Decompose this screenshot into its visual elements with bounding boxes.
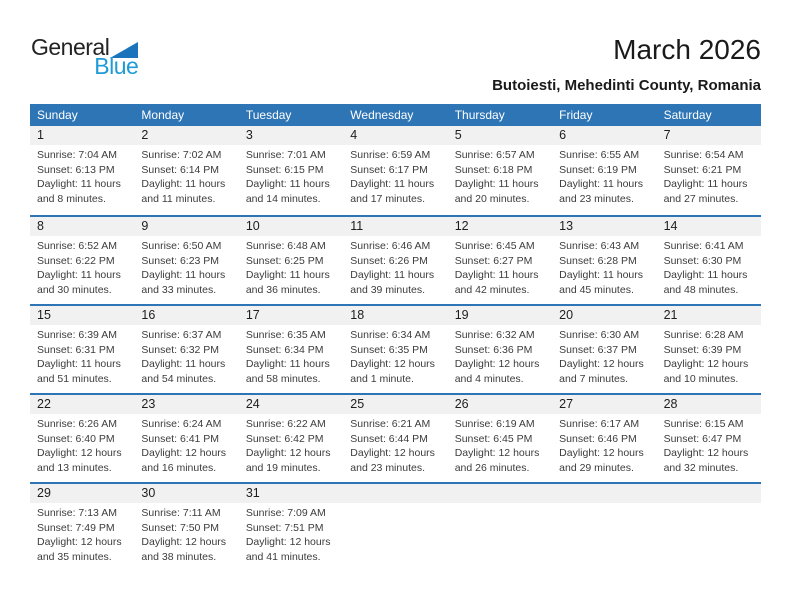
day-number: 6: [559, 128, 567, 142]
day-cell: [134, 414, 238, 475]
daylight-text-line1: Daylight: 11 hours: [559, 269, 643, 281]
sunset-text: Sunset: 6:25 PM: [245, 254, 324, 267]
logo-text-general: General: [31, 34, 110, 60]
sunset-text: Sunset: 6:17 PM: [350, 163, 428, 176]
day-cell: [448, 145, 552, 206]
day-cell: [30, 145, 134, 206]
daylight-text-line1: Daylight: 12 hours: [245, 447, 331, 459]
sunset-text: Sunset: 6:37 PM: [559, 343, 637, 356]
daylight-text-line1: Daylight: 11 hours: [37, 178, 121, 190]
day-cell: [343, 414, 447, 475]
sunrise-text: Sunrise: 7:09 AM: [245, 507, 326, 519]
day-cell: [552, 414, 656, 475]
daylight-text-line2: and 7 minutes.: [559, 372, 629, 385]
day-cell: [239, 325, 343, 386]
daylight-text-line2: and 23 minutes.: [559, 192, 634, 205]
day-cell: [30, 236, 134, 297]
sunrise-text: Sunrise: 6:54 AM: [663, 149, 744, 161]
day-number: 17: [245, 308, 260, 322]
sunrise-text: Sunrise: 7:11 AM: [141, 507, 221, 519]
sunrise-text: Sunrise: 6:37 AM: [141, 329, 222, 341]
week-row-5: [30, 482, 761, 571]
daylight-text-line2: and 17 minutes.: [350, 192, 425, 205]
day-number: 27: [559, 397, 574, 411]
sunrise-text: Sunrise: 6:55 AM: [559, 149, 640, 161]
daylight-text-line1: Daylight: 11 hours: [350, 178, 435, 190]
sunrise-text: Sunrise: 6:43 AM: [559, 240, 640, 252]
sunrise-text: Sunrise: 7:13 AM: [37, 507, 117, 519]
day-cell: [657, 236, 761, 297]
daylight-text-line2: and 26 minutes.: [454, 461, 530, 474]
sunset-text: Sunset: 6:35 PM: [350, 343, 428, 356]
sunset-text: Sunset: 6:40 PM: [37, 432, 115, 445]
sunset-text: Sunset: 6:47 PM: [663, 432, 742, 445]
sunset-text: Sunset: 6:14 PM: [141, 163, 220, 176]
weekday-header-tuesday: Tuesday: [245, 108, 292, 122]
daylight-text-line2: and 51 minutes.: [37, 372, 112, 385]
day-number: 11: [350, 219, 364, 233]
sunset-text: Sunset: 6:32 PM: [141, 343, 220, 356]
week-row-2: [30, 215, 761, 304]
day-number-band: [30, 306, 761, 325]
weekday-header-friday: Friday: [559, 108, 593, 122]
sunrise-text: Sunrise: 7:02 AM: [141, 149, 222, 161]
daylight-text-line2: and 58 minutes.: [245, 372, 321, 385]
daylight-text-line2: and 4 minutes.: [454, 372, 524, 385]
daylight-text-line1: Daylight: 12 hours: [454, 447, 540, 459]
sunset-text: Sunset: 6:28 PM: [559, 254, 637, 267]
week-row-4: [30, 393, 761, 482]
sunset-text: Sunset: 6:30 PM: [663, 254, 742, 267]
daylight-text-line2: and 23 minutes.: [350, 461, 425, 474]
day-cell: [657, 325, 761, 386]
page-subtitle: Butoiesti, Mehedinti County, Romania: [492, 77, 761, 94]
weekday-header-saturday: Saturday: [663, 108, 712, 122]
daylight-text-line1: Daylight: 11 hours: [663, 178, 748, 190]
empty-day-number: [448, 484, 552, 503]
day-number: 10: [245, 219, 260, 233]
day-number-band: [30, 484, 761, 503]
daylight-text-line1: Daylight: 12 hours: [141, 447, 227, 459]
daylight-text-line1: Daylight: 12 hours: [37, 447, 122, 459]
weekday-header-thursday: Thursday: [454, 108, 505, 122]
week-body: [30, 325, 761, 386]
sunrise-text: Sunrise: 6:21 AM: [350, 418, 431, 430]
daylight-text-line2: and 41 minutes.: [245, 550, 321, 563]
daylight-text-line1: Daylight: 11 hours: [141, 178, 226, 190]
sunrise-text: Sunrise: 6:26 AM: [37, 418, 117, 430]
day-cell: [239, 236, 343, 297]
week-body: [30, 236, 761, 297]
day-cell: [552, 325, 656, 386]
sunset-text: Sunset: 6:21 PM: [663, 163, 742, 176]
sunrise-text: Sunrise: 6:19 AM: [454, 418, 535, 430]
sunset-text: Sunset: 6:39 PM: [663, 343, 742, 356]
sunset-text: Sunset: 6:26 PM: [350, 254, 428, 267]
daylight-text-line1: Daylight: 12 hours: [559, 447, 644, 459]
daylight-text-line2: and 16 minutes.: [141, 461, 217, 474]
daylight-text-line1: Daylight: 11 hours: [37, 358, 121, 370]
daylight-text-line2: and 19 minutes.: [245, 461, 321, 474]
sunrise-text: Sunrise: 6:17 AM: [559, 418, 640, 430]
day-cell: [552, 236, 656, 297]
empty-day-cell: [343, 503, 447, 564]
day-cell: [134, 503, 238, 564]
daylight-text-line1: Daylight: 11 hours: [37, 269, 121, 281]
sunrise-text: Sunrise: 6:15 AM: [663, 418, 744, 430]
daylight-text-line1: Daylight: 11 hours: [559, 178, 643, 190]
day-number: 8: [37, 219, 44, 233]
day-number: 9: [141, 219, 149, 233]
week-body: [30, 145, 761, 206]
day-cell: [30, 414, 134, 475]
daylight-text-line1: Daylight: 12 hours: [663, 447, 749, 459]
day-number-band: [30, 395, 761, 414]
day-cell: [552, 145, 656, 206]
daylight-text-line1: Daylight: 12 hours: [245, 536, 331, 548]
empty-day-cell: [448, 503, 552, 564]
daylight-text-line1: Daylight: 12 hours: [350, 447, 435, 459]
daylight-text-line2: and 36 minutes.: [245, 283, 321, 296]
day-cell: [343, 236, 447, 297]
daylight-text-line1: Daylight: 11 hours: [245, 178, 330, 190]
sunrise-text: Sunrise: 6:50 AM: [141, 240, 222, 252]
day-number: 13: [559, 219, 574, 233]
week-body: [30, 503, 761, 564]
daylight-text-line2: and 39 minutes.: [350, 283, 425, 296]
day-number: 12: [454, 219, 469, 233]
daylight-text-line2: and 27 minutes.: [663, 192, 739, 205]
sunrise-text: Sunrise: 6:22 AM: [245, 418, 326, 430]
weekday-header-row: [30, 104, 761, 126]
daylight-text-line2: and 1 minute.: [350, 372, 414, 385]
day-number: 20: [559, 308, 574, 322]
sunset-text: Sunset: 7:51 PM: [245, 521, 324, 534]
day-cell: [134, 236, 238, 297]
day-number: 25: [350, 397, 365, 411]
sunset-text: Sunset: 6:45 PM: [454, 432, 533, 445]
daylight-text-line2: and 30 minutes.: [37, 283, 112, 296]
day-cell: [448, 414, 552, 475]
sunrise-text: Sunrise: 6:32 AM: [454, 329, 535, 341]
daylight-text-line1: Daylight: 12 hours: [350, 358, 435, 370]
day-number: 21: [663, 308, 678, 322]
sunset-text: Sunset: 6:42 PM: [245, 432, 324, 445]
day-cell: [134, 145, 238, 206]
day-cell: [657, 414, 761, 475]
sunset-text: Sunset: 6:36 PM: [454, 343, 533, 356]
day-cell: [448, 325, 552, 386]
sunrise-text: Sunrise: 6:24 AM: [141, 418, 222, 430]
day-number: 15: [37, 308, 51, 322]
daylight-text-line1: Daylight: 11 hours: [454, 178, 539, 190]
daylight-text-line2: and 10 minutes.: [663, 372, 739, 385]
sunrise-text: Sunrise: 6:28 AM: [663, 329, 744, 341]
daylight-text-line2: and 35 minutes.: [37, 550, 112, 563]
day-cell: [239, 145, 343, 206]
daylight-text-line1: Daylight: 11 hours: [245, 269, 330, 281]
day-number: 29: [37, 486, 51, 500]
day-number: 19: [454, 308, 469, 322]
daylight-text-line1: Daylight: 11 hours: [350, 269, 435, 281]
day-number: 5: [454, 128, 462, 142]
logo-text-blue: Blue: [94, 53, 139, 79]
daylight-text-line1: Daylight: 12 hours: [559, 358, 644, 370]
day-number: 28: [663, 397, 678, 411]
empty-day-cell: [552, 503, 656, 564]
sunset-text: Sunset: 6:27 PM: [454, 254, 533, 267]
daylight-text-line2: and 33 minutes.: [141, 283, 217, 296]
day-cell: [134, 325, 238, 386]
sunrise-text: Sunrise: 6:52 AM: [37, 240, 117, 252]
daylight-text-line2: and 14 minutes.: [245, 192, 321, 205]
day-cell: [343, 325, 447, 386]
day-number: 2: [141, 128, 149, 142]
sunset-text: Sunset: 7:49 PM: [37, 521, 115, 534]
day-cell: [657, 145, 761, 206]
day-cell: [30, 503, 134, 564]
week-body: [30, 414, 761, 475]
daylight-text-line1: Daylight: 12 hours: [141, 536, 227, 548]
daylight-text-line2: and 29 minutes.: [559, 461, 634, 474]
daylight-text-line2: and 48 minutes.: [663, 283, 739, 296]
sunset-text: Sunset: 6:18 PM: [454, 163, 533, 176]
day-number: 26: [454, 397, 469, 411]
sunrise-text: Sunrise: 6:46 AM: [350, 240, 431, 252]
empty-day-number: [657, 484, 761, 503]
sunset-text: Sunset: 6:23 PM: [141, 254, 220, 267]
day-number: 3: [245, 128, 253, 142]
daylight-text-line1: Daylight: 12 hours: [663, 358, 749, 370]
sunset-text: Sunset: 7:50 PM: [141, 521, 220, 534]
empty-day-number: [552, 484, 656, 503]
day-cell: [239, 503, 343, 564]
daylight-text-line2: and 42 minutes.: [454, 283, 530, 296]
sunset-text: Sunset: 6:19 PM: [559, 163, 637, 176]
day-number: 7: [663, 128, 671, 142]
day-number: 1: [37, 128, 44, 142]
daylight-text-line2: and 20 minutes.: [454, 192, 530, 205]
sunset-text: Sunset: 6:31 PM: [37, 343, 115, 356]
daylight-text-line2: and 32 minutes.: [663, 461, 739, 474]
day-cell: [448, 236, 552, 297]
sunset-text: Sunset: 6:13 PM: [37, 163, 115, 176]
weekday-header-sunday: Sunday: [37, 108, 78, 122]
sunset-text: Sunset: 6:22 PM: [37, 254, 115, 267]
day-number: 31: [245, 486, 260, 500]
weekday-header-monday: Monday: [141, 108, 185, 122]
daylight-text-line2: and 8 minutes.: [37, 192, 106, 205]
daylight-text-line1: Daylight: 11 hours: [141, 269, 226, 281]
daylight-text-line1: Daylight: 12 hours: [37, 536, 122, 548]
sunrise-text: Sunrise: 6:39 AM: [37, 329, 117, 341]
sunrise-text: Sunrise: 6:41 AM: [663, 240, 744, 252]
empty-day-number: [343, 484, 447, 503]
week-row-3: [30, 304, 761, 393]
general-blue-logo: [31, 36, 138, 78]
weekday-header-wednesday: Wednesday: [350, 108, 414, 122]
daylight-text-line2: and 11 minutes.: [141, 192, 216, 205]
daylight-text-line1: Daylight: 11 hours: [454, 269, 539, 281]
daylight-text-line2: and 54 minutes.: [141, 372, 217, 385]
sunrise-text: Sunrise: 7:01 AM: [245, 149, 326, 161]
daylight-text-line1: Daylight: 11 hours: [663, 269, 748, 281]
sunset-text: Sunset: 6:15 PM: [245, 163, 324, 176]
calendar-grid: [30, 126, 761, 571]
sunrise-text: Sunrise: 6:30 AM: [559, 329, 640, 341]
day-number: 24: [245, 397, 260, 411]
daylight-text-line1: Daylight: 11 hours: [245, 358, 330, 370]
page-header: [0, 0, 792, 94]
daylight-text-line2: and 38 minutes.: [141, 550, 217, 563]
page-title: March 2026: [613, 34, 761, 65]
sunrise-text: Sunrise: 6:59 AM: [350, 149, 431, 161]
day-cell: [30, 325, 134, 386]
daylight-text-line1: Daylight: 11 hours: [141, 358, 226, 370]
sunset-text: Sunset: 6:44 PM: [350, 432, 428, 445]
daylight-text-line2: and 13 minutes.: [37, 461, 112, 474]
week-row-1: [30, 126, 761, 215]
day-number: 4: [350, 128, 358, 142]
daylight-text-line1: Daylight: 12 hours: [454, 358, 540, 370]
day-number-band: [30, 217, 761, 236]
day-cell: [343, 145, 447, 206]
sunrise-text: Sunrise: 6:35 AM: [245, 329, 326, 341]
day-number: 30: [141, 486, 156, 500]
sunrise-text: Sunrise: 6:45 AM: [454, 240, 535, 252]
day-cell: [239, 414, 343, 475]
day-number: 16: [141, 308, 156, 322]
title-block: [492, 36, 761, 94]
sunset-text: Sunset: 6:34 PM: [245, 343, 324, 356]
day-number: 23: [141, 397, 156, 411]
sunrise-text: Sunrise: 7:04 AM: [37, 149, 117, 161]
day-number: 14: [663, 219, 678, 233]
sunrise-text: Sunrise: 6:48 AM: [245, 240, 326, 252]
sunrise-text: Sunrise: 6:57 AM: [454, 149, 535, 161]
sunset-text: Sunset: 6:46 PM: [559, 432, 637, 445]
sunrise-text: Sunrise: 6:34 AM: [350, 329, 431, 341]
day-number: 22: [37, 397, 51, 411]
sunset-text: Sunset: 6:41 PM: [141, 432, 220, 445]
day-number-band: [30, 126, 761, 145]
calendar: [30, 104, 761, 571]
empty-day-cell: [657, 503, 761, 564]
daylight-text-line2: and 45 minutes.: [559, 283, 634, 296]
day-number: 18: [350, 308, 365, 322]
